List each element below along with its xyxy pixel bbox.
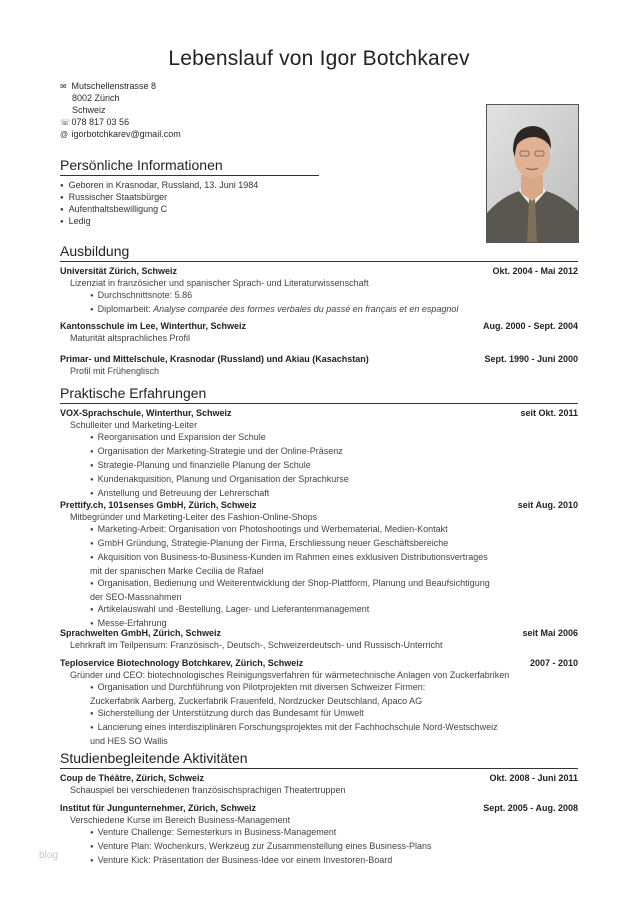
contact-block [60,80,360,140]
entry-bullet: ● Kundenakquisition, Planung und Organisation der Sprachkurse [60,473,578,487]
entry-institution: Universität Zürich, Schweiz [60,266,178,276]
entry-bullet: ● Strategie-Planung und finanzielle Planung der Schule [60,459,578,473]
contact-phone: 078 817 03 56 [71,117,130,127]
entry-subtitle: Profil mit Frühenglisch [70,366,160,376]
entry-bullet: ● GmbH Gründung, Strategie-Planung der Firma, Erschliessung neuer Geschäftsbereiche [60,537,578,551]
entry-role: Schulleiter und Marketing-Leiter [70,420,198,430]
contact-email-line[interactable] [60,128,360,140]
entry-bullet-thesis [60,303,578,317]
entry-date: Sept. 2005 - Aug. 2008 [483,803,578,813]
section-heading-personal: Persönliche Informationen [60,157,223,173]
personal-info-list [60,179,360,227]
experience-entry [60,627,578,651]
thesis-title: Analyse comparée des formes verbales du passé en français et en espagnol [153,304,459,314]
entry-bullet: ● Marketing-Arbeit: Organisation von Photoshootings und Werbematerial, Medien-Kontakt [60,523,578,537]
contact-address-line [60,80,360,92]
contact-city: 8002 Zürich [72,93,120,103]
entry-org: Prettify.ch, 101senses GmbH, Zürich, Schweiz [60,500,257,510]
section-rule-personal [60,175,319,176]
entry-date: seit Mai 2006 [522,628,578,638]
envelope-icon: ✉ [60,82,67,91]
entry-header [60,802,578,814]
activity-entry [60,802,578,868]
contact-country: Schweiz [72,105,106,115]
entry-bullet: ● Organisation der Marketing-Strategie und der Online-Präsenz [60,445,578,459]
entry-bullet: ● Akquisition von Business-to-Business-Kunden im Rahmen eines exklusiven Distributionsvertrages [60,551,578,565]
experience-entry [60,407,578,501]
entry-bullet-continuation: der SEO-Massnahmen [90,592,182,602]
entry-date: Sept. 1990 - Juni 2000 [484,354,578,364]
portrait-image [487,105,578,242]
list-item: ● Russischer Staatsbürger [60,191,360,203]
entry-date: Okt. 2004 - Mai 2012 [492,266,578,276]
watermark-text: blog [39,850,58,861]
contact-phone-line [60,116,360,128]
list-item: ● Ledig [60,215,360,227]
entry-org: Coup de Théâtre, Zürich, Schweiz [60,773,205,783]
education-entry [60,320,578,344]
entry-bullet: ● Venture Challenge: Semesterkurs in Business-Management [60,826,578,840]
section-rule-experience [60,403,578,404]
contact-email[interactable]: igorbotchkarev@gmail.com [71,129,181,139]
entry-date: seit Okt. 2011 [520,408,578,418]
entry-bullet: ● Lancierung eines interdisziplinären Forschungsprojektes mit der Fachhochschule Nord-Westschweiz [60,721,578,735]
at-icon: @ [60,130,69,139]
entry-role: Schauspiel bei verschiedenen französischsprachigen Theatertruppen [70,785,346,795]
entry-bullet: ● Organisation, Bedienung und Weiterentwicklung der Shop-Plattform, Planung und Beaufsichtigung [60,577,578,591]
section-heading-experience: Praktische Erfahrungen [60,385,207,401]
experience-entry [60,657,578,747]
entry-date: 2007 - 2010 [529,658,578,668]
contact-street: Mutschellenstrasse 8 [71,81,157,91]
entry-bullet: ● Venture Kick: Präsentation der Business-Idee vor einem Investoren-Board [60,854,578,868]
entry-institution: Primar- und Mittelschule, Krasnodar (Russland) und Akiau (Kasachstan) [60,354,369,364]
entry-subtitle: Lizenziat in französicher und spanischer Sprach- und Literaturwissenschaft [70,278,369,288]
entry-subtitle: Maturität altsprachliches Profil [70,333,191,343]
entry-bullet: ● Organisation und Durchführung von Pilotprojekten mit diversen Schweizer Firmen: [60,681,578,695]
entry-bullet: ● Venture Plan: Wochenkurs, Werkzeug zur Zusammenstellung eines Business-Plans [60,840,578,854]
entry-bullet: ● Sicherstellung der Unterstützung durch das Bundesamt für Umwelt [60,707,578,721]
entry-org: Institut für Jungunternehmer, Zürich, Schweiz [60,803,257,813]
entry-org: Teploservice Biotechnology Botchkarev, Zürich, Schweiz [60,658,304,668]
entry-bullet: ● Durchschnittsnote: 5.86 [60,289,578,303]
entry-header [60,657,578,669]
entry-header [60,353,578,365]
education-entry [60,353,578,377]
section-rule-education [60,261,578,262]
entry-header [60,407,578,419]
experience-entry [60,499,578,631]
entry-org: VOX-Sprachschule, Winterthur, Schweiz [60,408,232,418]
entry-date: Aug. 2000 - Sept. 2004 [482,321,578,331]
entry-bullet: ● Reorganisation und Expansion der Schule [60,431,578,445]
entry-institution: Kantonsschule im Lee, Winterthur, Schweiz [60,321,246,331]
entry-header [60,772,578,784]
entry-header [60,627,578,639]
list-item: ● Geboren in Krasnodar, Russland, 13. Juni 1984 [60,179,360,191]
phone-icon: ☏ [60,118,71,127]
thesis-label: Diplomarbeit: [97,304,151,314]
entry-role: Lehrkraft im Teilpensum: Französisch-, Deutsch-, Schweizerdeutsch- und Russisch-Unterricht [70,640,443,650]
entry-header [60,265,578,277]
entry-bullet-continuation: und HES SO Wallis [90,736,168,746]
entry-date: seit Aug. 2010 [517,500,578,510]
section-rule-activities [60,768,578,769]
entry-org: Sprachwelten GmbH, Zürich, Schweiz [60,628,222,638]
entry-bullet: ● Messe-Erfahrung [60,617,578,631]
entry-role: Mitbegründer und Marketing-Leiter des Fashion-Online-Shops [70,512,318,522]
page-title: Lebenslauf von Igor Botchkarev [168,47,470,70]
entry-date: Okt. 2008 - Juni 2011 [489,773,578,783]
list-item: ● Aufenthaltsbewilligung C [60,203,360,215]
entry-role: Gründer und CEO: biotechnologisches Reinigungsverfahren für wärmetechnische Anlagen von Zuckerfabriken [70,670,510,680]
section-heading-activities: Studienbegleitende Aktivitäten [60,750,248,766]
entry-role: Verschiedene Kurse im Bereich Business-Management [70,815,291,825]
profile-photo [486,104,579,243]
entry-bullet: ● Anstellung und Betreuung der Lehrerschaft [60,487,578,501]
entry-bullet-continuation: Zuckerfabrik Aarberg, Zuckerfabrik Frauenfeld, Nordzucker Deutschland, Apaco AG [90,696,423,706]
entry-bullet-continuation: mit der spanischen Marke Cecilia de Rafael [90,566,264,576]
entry-bullet: ● Artikelauswahl und -Bestellung, Lager- und Lieferantenmanagement [60,603,578,617]
section-heading-education: Ausbildung [60,243,130,259]
entry-header [60,320,578,332]
education-entry [60,265,578,317]
entry-header [60,499,578,511]
activity-entry [60,772,578,796]
